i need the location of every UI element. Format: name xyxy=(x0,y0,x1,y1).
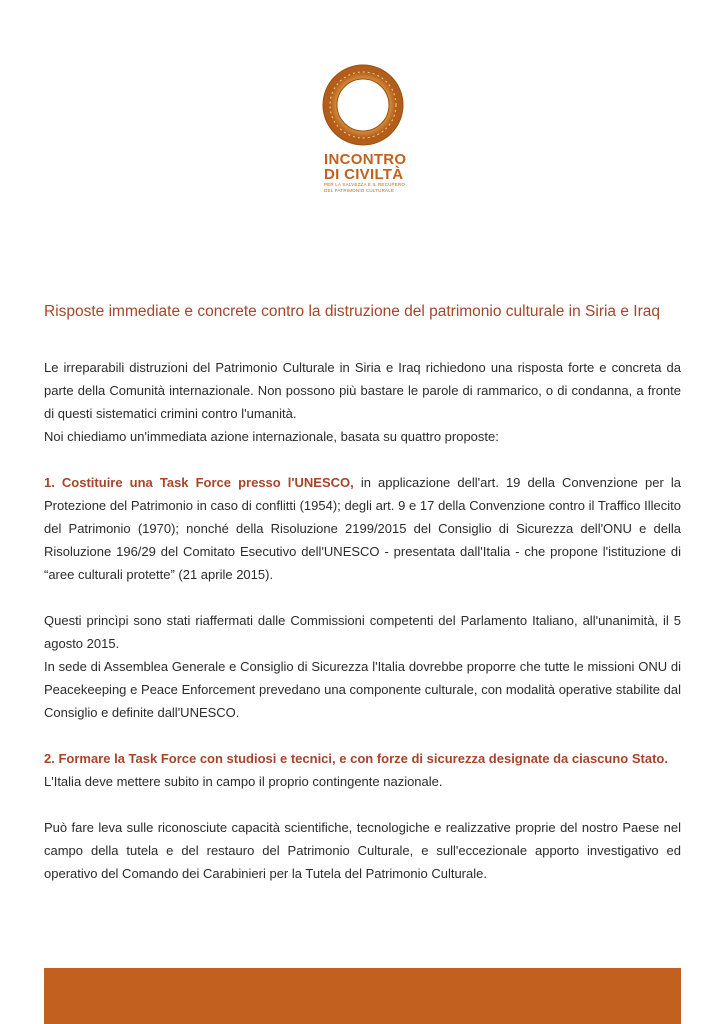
document-title: Risposte immediate e concrete contro la distruzione del patrimonio culturale in Siria e Iraq xyxy=(44,303,660,320)
logo-title-line2: DI CIVILTÀ xyxy=(324,166,404,183)
logo xyxy=(318,64,408,193)
paragraph-assembly: In sede di Assemblea Generale e Consiglio di Sicurezza l'Italia dovrebbe proporre che tutte le missioni ONU di Peacekeeping e Peace Enforcement prevedano una componente culturale, con modalità operative stabilite dal Consiglio e definite dall'UNESCO. xyxy=(44,659,681,720)
proposal-2-heading: 2. Formare la Task Force con studiosi e tecnici, e con forze di sicurezza designate da ciascuno Stato. xyxy=(44,751,668,766)
intro-paragraph-2: Noi chiediamo un'immediata azione internazionale, basata su quattro proposte: xyxy=(44,429,499,444)
logo-title-line1: INCONTRO xyxy=(324,151,407,168)
closing-paragraph: Può fare leva sulle riconosciute capacità scientifiche, tecnologiche e realizzative proprie del nostro Paese nel campo della tutela e del restauro del Patrimonio Culturale, e sull'eccezionale apporto investigativo ed operativo del Comando dei Carabinieri per la Tutela del Patrimonio Culturale. xyxy=(44,820,681,881)
ring-emblem-icon xyxy=(322,64,404,146)
intro-paragraph-1: Le irreparabili distruzioni del Patrimonio Culturale in Siria e Iraq richiedono una risposta forte e concreta da parte della Comunità internazionale. Non possono più bastare le parole di rammarico, o di condanna, a fronte di questi sistematici crimini contro l'umanità. xyxy=(44,360,681,421)
proposal-1-text: in applicazione dell'art. 19 della Convenzione per la Protezione del Patrimonio in caso di conflitti (1954); degli art. 9 e 17 della Convenzione contro il Traffico Illecito del Patrimonio (1970); nonché della Risoluzione 2199/2015 del Consiglio di Sicurezza dell'ONU e della Risoluzione 196/29 del Comitato Esecutivo dell'UNESCO - presentata dall'Italia - che propone l'istituzione di “aree culturali protette” (21 aprile 2015). xyxy=(44,475,681,582)
proposal-2-text: L'Italia deve mettere subito in campo il proprio contingente nazionale. xyxy=(44,774,443,789)
paragraph-reaffirmed: Questi princìpi sono stati riaffermati dalle Commissioni competenti del Parlamento Italiano, all'unanimità, il 5 agosto 2015. xyxy=(44,613,681,651)
logo-subtitle-line2: DEL PATRIMONIO CULTURALE xyxy=(324,187,395,193)
footer-bar xyxy=(44,968,681,1024)
proposal-1 xyxy=(44,471,681,586)
proposal-1-heading: 1. Costituire una Task Force presso l'UNESCO, xyxy=(44,475,354,490)
logo-subtitle-line1: PER LA SALVEZZA E IL RECUPERO xyxy=(324,182,406,187)
document-body xyxy=(44,300,681,885)
